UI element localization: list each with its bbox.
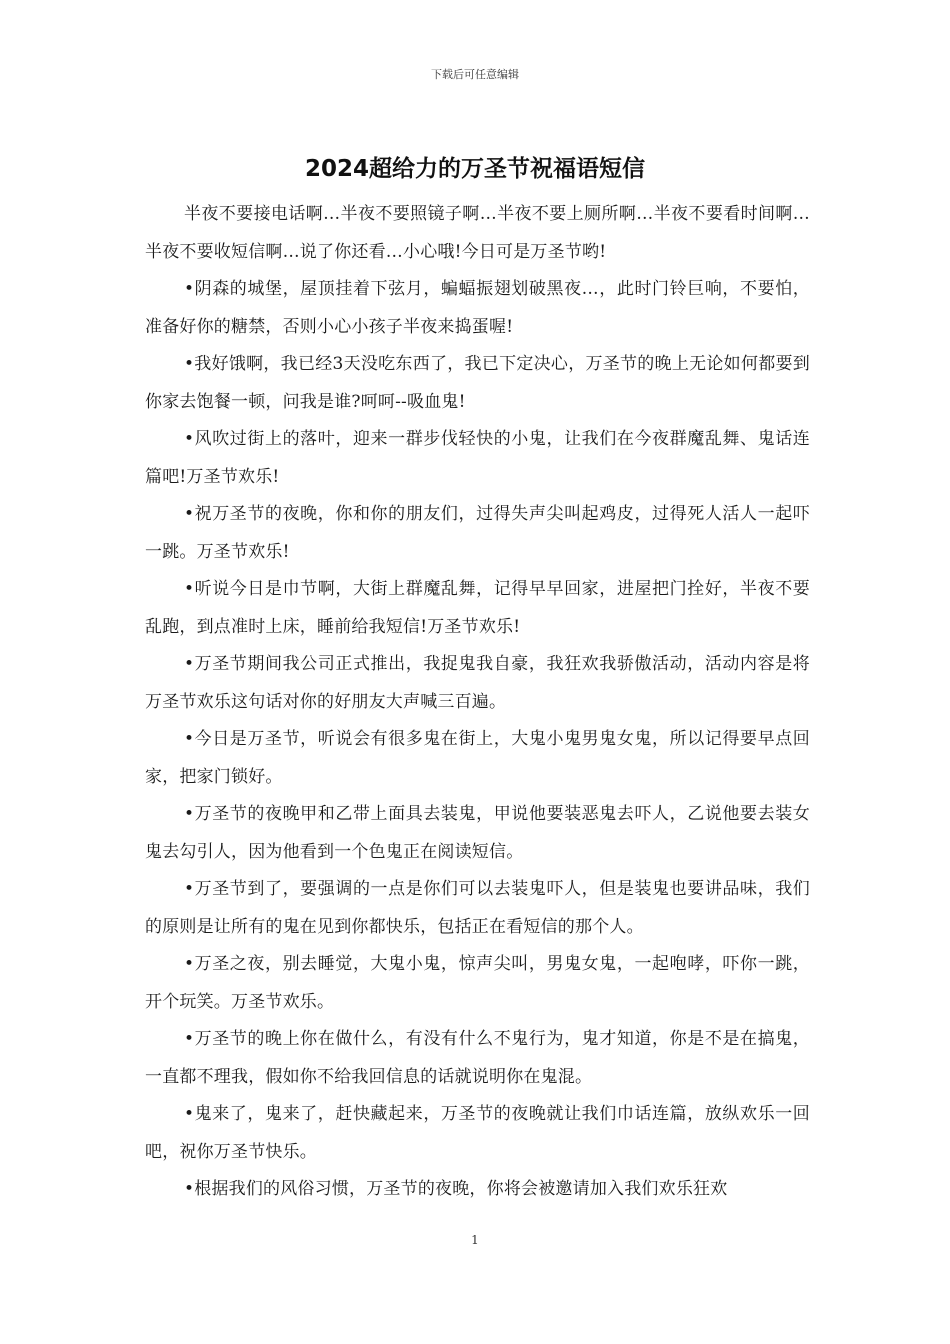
paragraph: •万圣节的夜晚甲和乙带上面具去装鬼，甲说他要装恶鬼去吓人，乙说他要去装女鬼去勾引人，因为他看到一个色鬼正在阅读短信。 bbox=[145, 804, 810, 862]
paragraph: •今日是万圣节，听说会有很多鬼在街上，大鬼小鬼男鬼女鬼，所以记得要早点回家，把家门锁好。 bbox=[145, 729, 810, 787]
paragraph: •根据我们的风俗习惯，万圣节的夜晚，你将会被邀请加入我们欢乐狂欢 bbox=[184, 1179, 728, 1199]
paragraph: •风吹过街上的落叶，迎来一群步伐轻快的小鬼，让我们在今夜群魔乱舞、鬼话连篇吧!万圣节欢乐! bbox=[145, 429, 810, 487]
paragraph: •鬼来了，鬼来了，赶快藏起来，万圣节的夜晚就让我们巾话连篇，放纵欢乐一回吧，祝你万圣节快乐。 bbox=[145, 1104, 810, 1162]
document-body bbox=[145, 196, 810, 1209]
paragraph: •万圣节的晚上你在做什么，有没有什么不鬼行为，鬼才知道，你是不是在搞鬼，一直都不理我，假如你不给我回信息的话就说明你在鬼混。 bbox=[145, 1029, 810, 1087]
paragraph: •我好饿啊，我已经3天没吃东西了，我已下定决心，万圣节的晚上无论如何都要到你家去饱餐一顿，问我是谁?呵呵--吸血鬼! bbox=[145, 354, 810, 412]
paragraph: 半夜不要接电话啊…半夜不要照镜子啊…半夜不要上厕所啊…半夜不要看时间啊…半夜不要收短信啊…说了你还看…小心哦!今日可是万圣节哟! bbox=[145, 204, 810, 262]
page-header: 下载后可任意编辑 bbox=[431, 68, 519, 81]
paragraph: •听说今日是巾节啊，大街上群魔乱舞，记得早早回家，进屋把门拴好，半夜不要乱跑，到点准时上床，睡前给我短信!万圣节欢乐! bbox=[145, 579, 810, 637]
paragraph: •万圣节到了，要强调的一点是你们可以去装鬼吓人，但是装鬼也要讲品味，我们的原则是让所有的鬼在见到你都快乐，包括正在看短信的那个人。 bbox=[145, 879, 810, 937]
paragraph: •万圣节期间我公司正式推出，我捉鬼我自豪，我狂欢我骄傲活动，活动内容是将万圣节欢乐这句话对你的好朋友大声喊三百遍。 bbox=[145, 654, 810, 712]
paragraph: •祝万圣节的夜晚，你和你的朋友们，过得失声尖叫起鸡皮，过得死人活人一起吓一跳。万圣节欢乐! bbox=[145, 504, 810, 562]
page-number: 1 bbox=[471, 1233, 479, 1247]
paragraph: •阴森的城堡，屋顶挂着下弦月，蝙蝠振翅划破黑夜…，此时门铃巨响，不要怕，准备好你的糖禁，否则小心小孩子半夜来捣蛋喔! bbox=[145, 279, 810, 337]
document-title: 2024超给力的万圣节祝福语短信 bbox=[304, 156, 645, 182]
paragraph: •万圣之夜，别去睡觉，大鬼小鬼，惊声尖叫，男鬼女鬼，一起咆哮，吓你一跳，开个玩笑。万圣节欢乐。 bbox=[145, 954, 810, 1012]
